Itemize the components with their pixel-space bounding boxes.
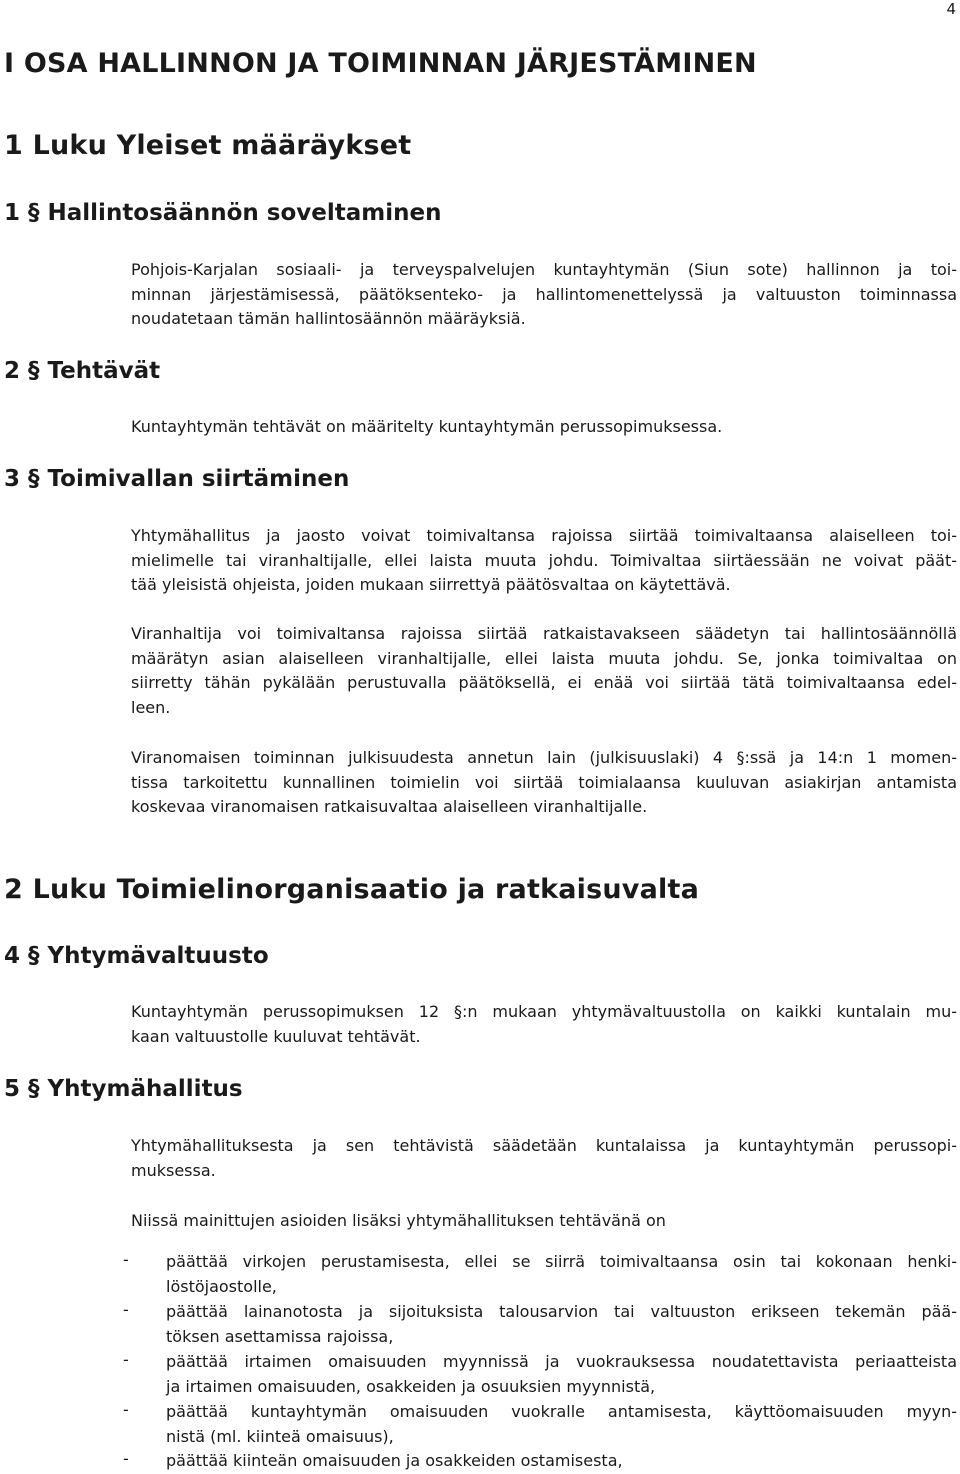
section-paragraph <box>131 1134 957 1183</box>
section-heading: 5 § Yhtymähallitus <box>4 1076 243 1102</box>
text-line: päättää lainanotosta ja sijoituksista talousarvion tai valtuuston erikseen tekemän pää- <box>166 1302 957 1321</box>
text-line: muksessa. <box>131 1160 216 1180</box>
text-line: leen. <box>131 698 171 718</box>
text-line: Kuntayhtymän tehtävät on määritelty kuntayhtymän perussopimuksessa. <box>131 417 723 436</box>
text-line: määrätyn asian alaiselleen viranhaltijalle, ellei laista muuta johdu. Se, jonka toimivaltaa on <box>131 648 957 668</box>
text-line: päättää kuntayhtymän omaisuuden vuokralle antamisesta, käyttöomaisuuden myyn- <box>166 1402 957 1421</box>
text-line: Kuntayhtymän perussopimuksen 12 §:n mukaan yhtymävaltuustolla on kaikki kuntalain mu- <box>131 1002 957 1021</box>
list-item <box>166 1250 957 1299</box>
section-paragraph <box>131 1000 957 1049</box>
text-line: kaan valtuustolle kuuluvat tehtävät. <box>131 1026 421 1046</box>
list-item <box>166 1400 957 1449</box>
list-dash: - <box>123 1250 129 1269</box>
chapter-title: 1 Luku Yleiset määräykset <box>4 130 412 161</box>
text-line: noudatetaan tämän hallintosäännön määräyksiä. <box>131 309 526 329</box>
section-heading: 3 § Toimivallan siirtäminen <box>4 466 350 492</box>
text-line: töksen asettamissa rajoissa, <box>166 1326 394 1346</box>
list-dash: - <box>123 1449 129 1468</box>
text-line: mielimelle tai viranhaltijalle, ellei laista muuta johdu. Toimivaltaa siirtäessään ne voivat päät- <box>131 550 957 570</box>
section-heading: 2 § Tehtävät <box>4 358 161 384</box>
text-line: Niissä mainittujen asioiden lisäksi yhtymähallituksen tehtävänä on <box>131 1211 666 1230</box>
page-number: 4 <box>946 0 956 18</box>
text-line: Yhtymähallituksesta ja sen tehtävistä säädetään kuntalaissa ja kuntayhtymän perussopi- <box>131 1136 957 1155</box>
text-line: ja irtaimen omaisuuden, osakkeiden ja osuuksien myynnistä, <box>166 1376 656 1396</box>
list-dash: - <box>123 1400 129 1419</box>
text-line: Yhtymähallitus ja jaosto voivat toimivaltansa rajoissa siirtää toimivaltaansa alaiselleen toi- <box>131 526 957 545</box>
text-line: Viranomaisen toiminnan julkisuudesta annetun lain (julkisuuslaki) 4 §:ssä ja 14:n 1 momen- <box>131 748 957 767</box>
text-line: nistä (ml. kiinteä omaisuus), <box>166 1426 394 1446</box>
chapter-title: 2 Luku Toimielinorganisaatio ja ratkaisuvalta <box>4 874 700 905</box>
section-paragraph <box>131 1209 957 1234</box>
part-title: I OSA HALLINNON JA TOIMINNAN JÄRJESTÄMINEN <box>4 48 757 79</box>
text-line: minnan järjestämisessä, päätöksenteko- ja hallintomenettelyssä ja valtuuston toiminnassa <box>131 284 957 304</box>
text-line: Pohjois-Karjalan sosiaali- ja terveyspalvelujen kuntayhtymän (Siun sote) hallinnon ja toi- <box>131 260 957 279</box>
section-paragraph <box>131 524 957 598</box>
section-heading: 4 § Yhtymävaltuusto <box>4 943 269 969</box>
section-paragraph <box>131 415 957 440</box>
text-line: päättää irtaimen omaisuuden myynnissä ja vuokrauksessa noudatettavista periaatteista <box>166 1352 957 1371</box>
list-dash: - <box>123 1350 129 1369</box>
text-line: löstöjaostolle, <box>166 1276 277 1296</box>
section-paragraph <box>131 258 957 332</box>
list-item <box>166 1449 957 1474</box>
list-item <box>166 1300 957 1349</box>
text-line: päättää kiinteän omaisuuden ja osakkeiden ostamisesta, <box>166 1451 623 1470</box>
text-line: tää yleisistä ohjeista, joiden mukaan siirrettyä päätösvaltaa on käytettävä. <box>131 575 731 595</box>
text-line: Viranhaltija voi toimivaltansa rajoissa siirtää ratkaistavakseen säädetyn tai hallintosäännöllä <box>131 624 957 643</box>
list-item <box>166 1350 957 1399</box>
list-dash: - <box>123 1300 129 1319</box>
text-line: siirretty tähän pykälään perustuvalla päätöksellä, ei enää voi siirtää tätä toimivaltaansa edel- <box>131 673 957 693</box>
text-line: päättää virkojen perustamisesta, ellei se siirrä toimivaltaansa osin tai kokonaan henki- <box>166 1252 957 1271</box>
section-paragraph <box>131 746 957 820</box>
text-line: tissa tarkoitettu kunnallinen toimielin voi siirtää toimialaansa kuuluvan asiakirjan antamista <box>131 772 957 792</box>
section-paragraph <box>131 622 957 721</box>
section-heading: 1 § Hallintosäännön soveltaminen <box>4 200 442 226</box>
text-line: koskevaa viranomaisen ratkaisuvaltaa alaiselleen viranhaltijalle. <box>131 797 648 817</box>
